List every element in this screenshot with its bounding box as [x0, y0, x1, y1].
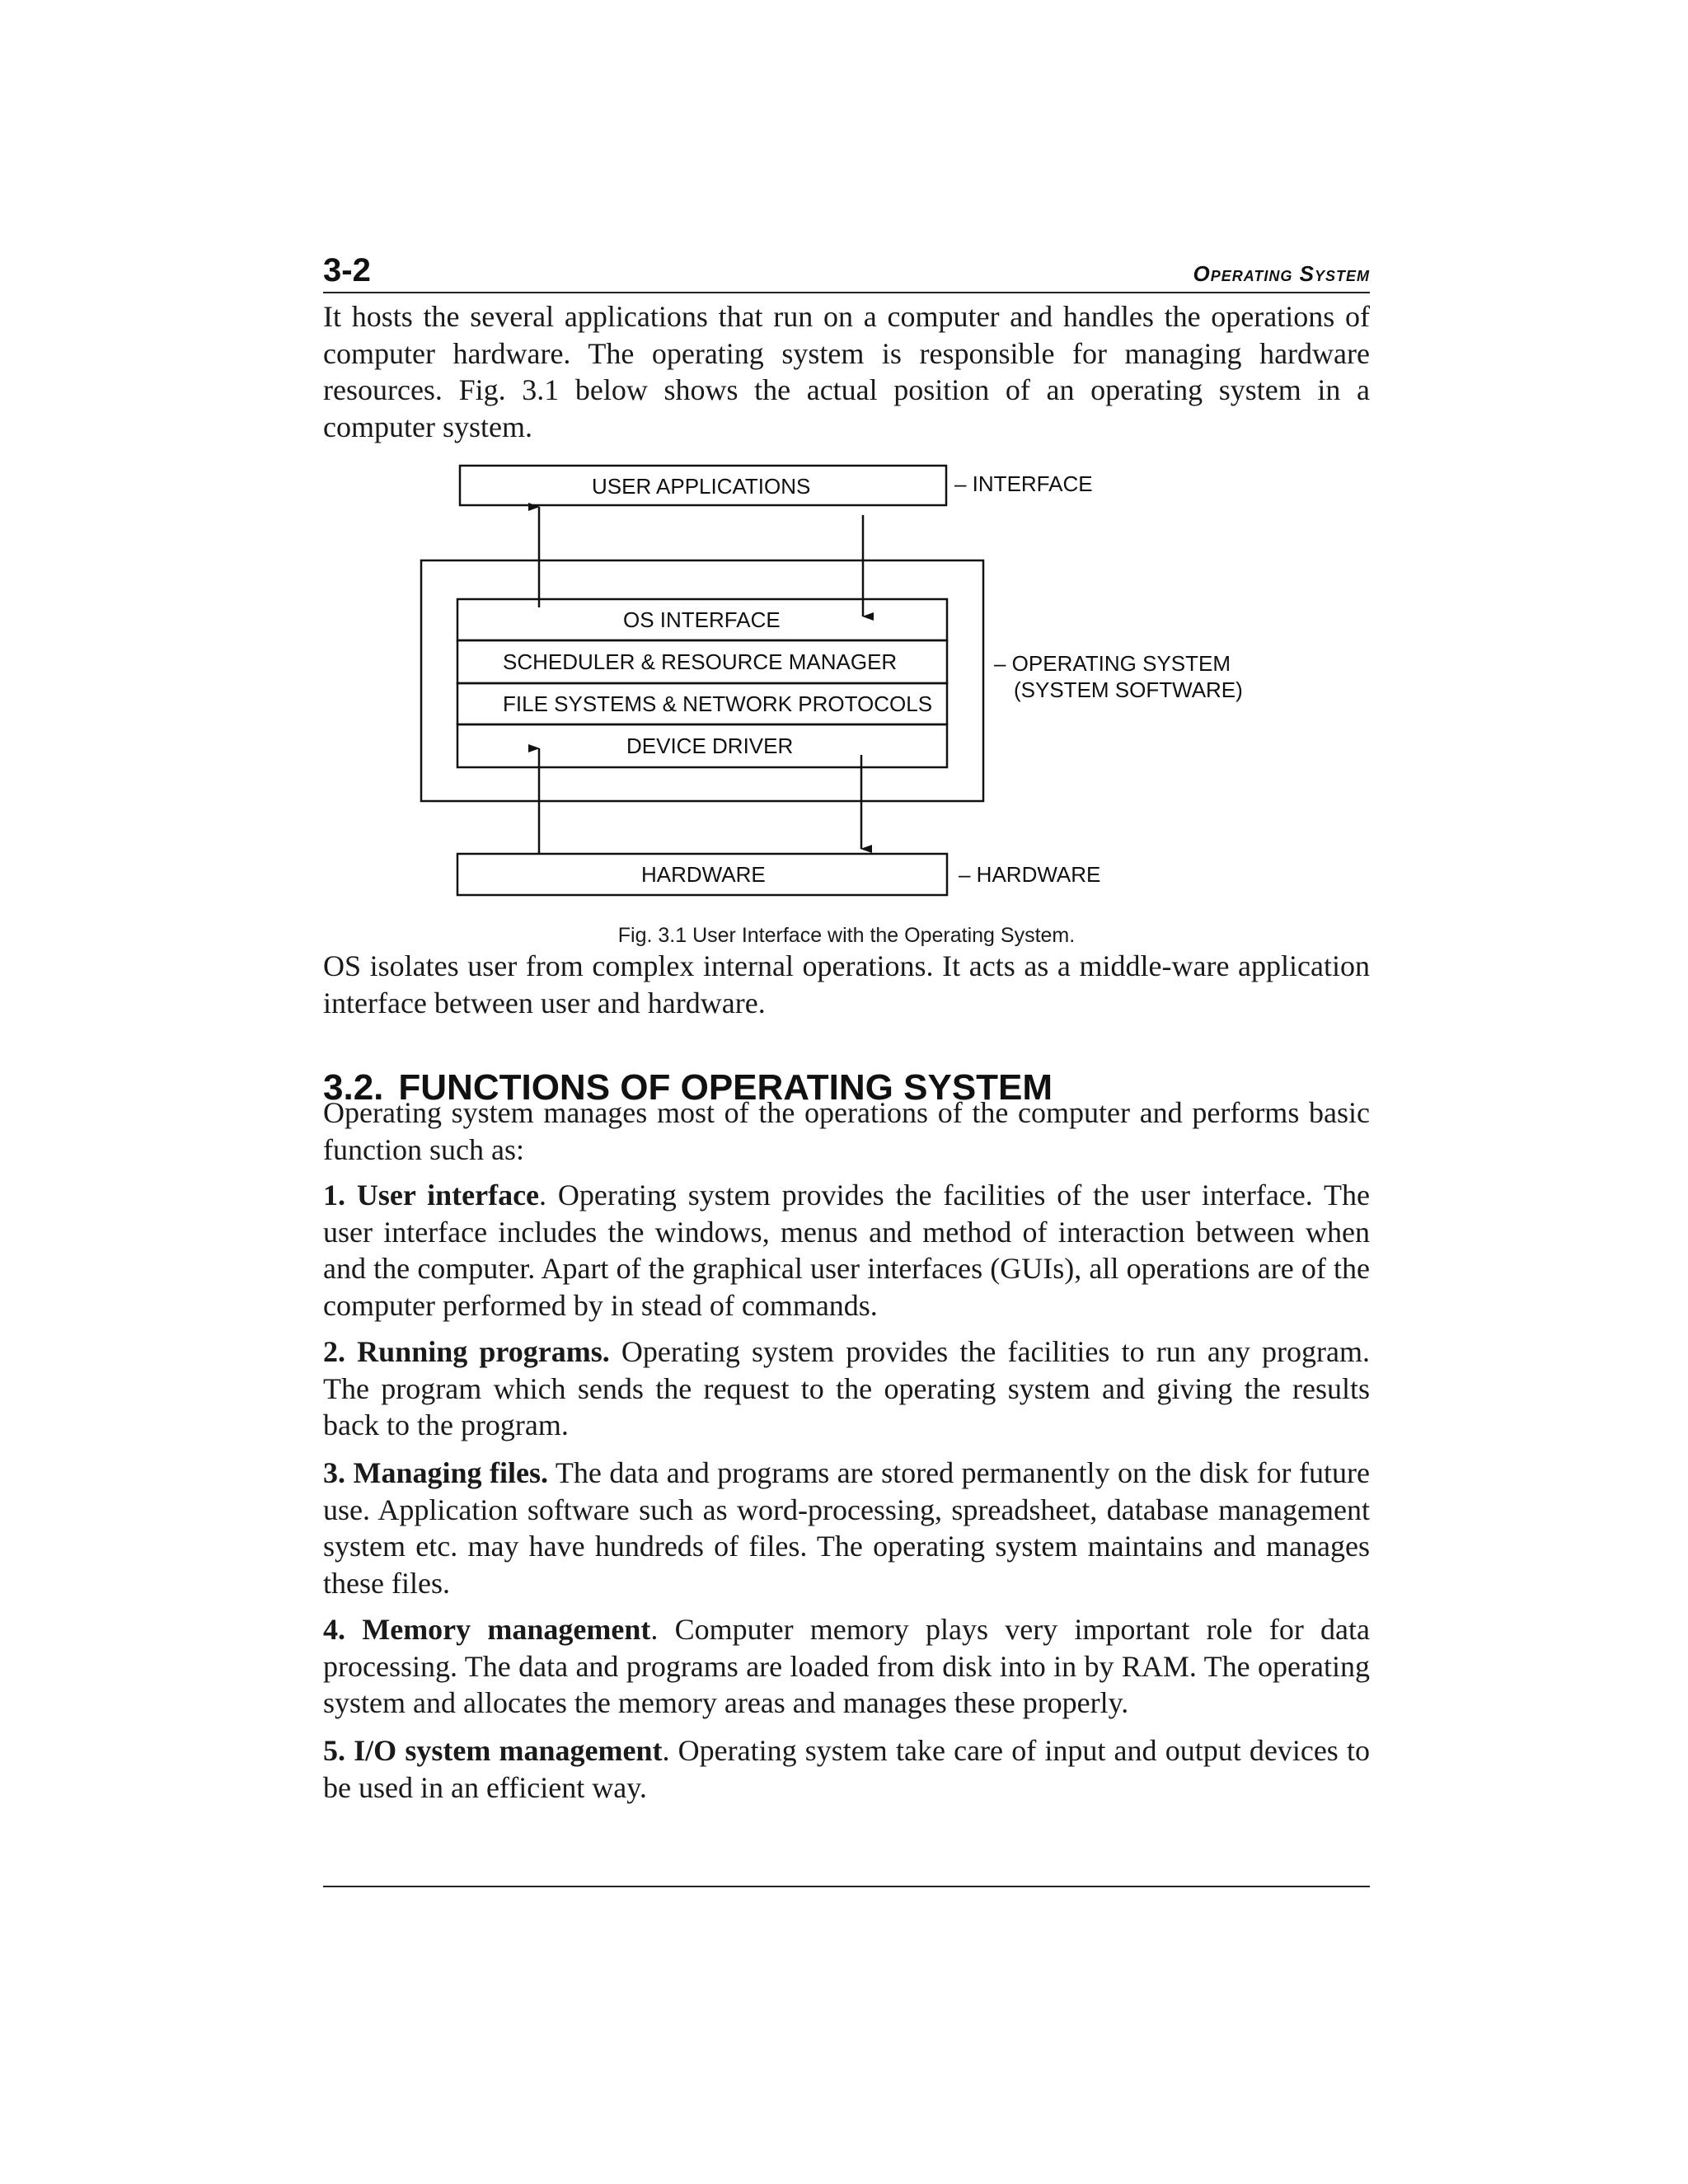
operating-system-label: – OPERATING SYSTEM [994, 651, 1231, 676]
figure-caption: Fig. 3.1 User Interface with the Operating System. [617, 924, 1076, 947]
device-driver-label: DEVICE DRIVER [626, 733, 794, 758]
item-text: Operating system provides the facilities to run any program. The program which sends the request to the operating system and giving the results back to the program. [323, 1335, 1370, 1441]
operating-system-frame [421, 560, 983, 801]
scheduler-label: SCHEDULER & RESOURCE MANAGER [503, 649, 898, 674]
section-number: 3.2. [323, 1067, 384, 1108]
interface-label: – INTERFACE [954, 471, 1093, 496]
hardware-box-label: HARDWARE [641, 862, 766, 887]
page-number: 3-2 [323, 252, 371, 288]
item-label: 2. Running programs. [323, 1335, 610, 1368]
hardware-side-label: – HARDWARE [959, 862, 1101, 887]
running-title: Operating System [1193, 261, 1370, 286]
item-label: 5. I/O system management [323, 1734, 663, 1767]
item-label: 4. Memory management [323, 1613, 651, 1646]
os-interface-label: OS INTERFACE [623, 607, 781, 632]
item-text: . Computer memory plays very important role for data processing. The data and programs are loaded from disk into in by RAM. The operating system and allocates the memory areas and manages these properly. [323, 1613, 1370, 1719]
section-intro: Operating system manages most of the operations of the computer and performs basic function such as: [323, 1096, 1370, 1166]
item-text: The data and programs are stored permanently on the disk for future use. Application software such as word-processing, spreadsheet, database management system etc. may have hundreds of files. The operating system maintains and manages these files. [323, 1456, 1370, 1600]
function-item-running-programs [323, 1333, 1370, 1444]
system-software-label: (SYSTEM SOFTWARE) [1014, 677, 1243, 702]
section-title: FUNCTIONS OF OPERATING SYSTEM [398, 1067, 1053, 1108]
item-text: . Operating system take care of input and output devices to be used in an efficient way. [323, 1734, 1370, 1804]
user-applications-label: USER APPLICATIONS [592, 474, 811, 499]
item-text: . Operating system provides the facilities of the user interface. The user interface includes the windows, menus and method of interaction between when and the computer. Apart of the graphical user interfaces (GUIs), all operations are of the computer performed by in stead of commands. [323, 1179, 1370, 1322]
item-label: 3. Managing files. [323, 1456, 548, 1489]
function-item-memory-management [323, 1611, 1370, 1722]
function-item-user-interface [323, 1177, 1370, 1324]
bottom-rule [323, 1886, 1370, 1887]
file-systems-label: FILE SYSTEMS & NETWORK PROTOCOLS [503, 691, 933, 716]
os-paragraph: OS isolates user from complex internal operations. It acts as a middle-ware application interface between user and hardware. [323, 949, 1370, 1019]
os-layers-diagram [0, 0, 1688, 923]
function-item-io-management [323, 1732, 1370, 1806]
function-item-managing-files [323, 1455, 1370, 1601]
item-label: 1. User interface [323, 1179, 540, 1212]
intro-paragraph: It hosts the several applications that run on a computer and handles the operations of computer hardware. The operating system is responsible for managing hardware resources. Fig. 3.1 below shows the actual position of an operating system in a computer system. [323, 300, 1370, 443]
